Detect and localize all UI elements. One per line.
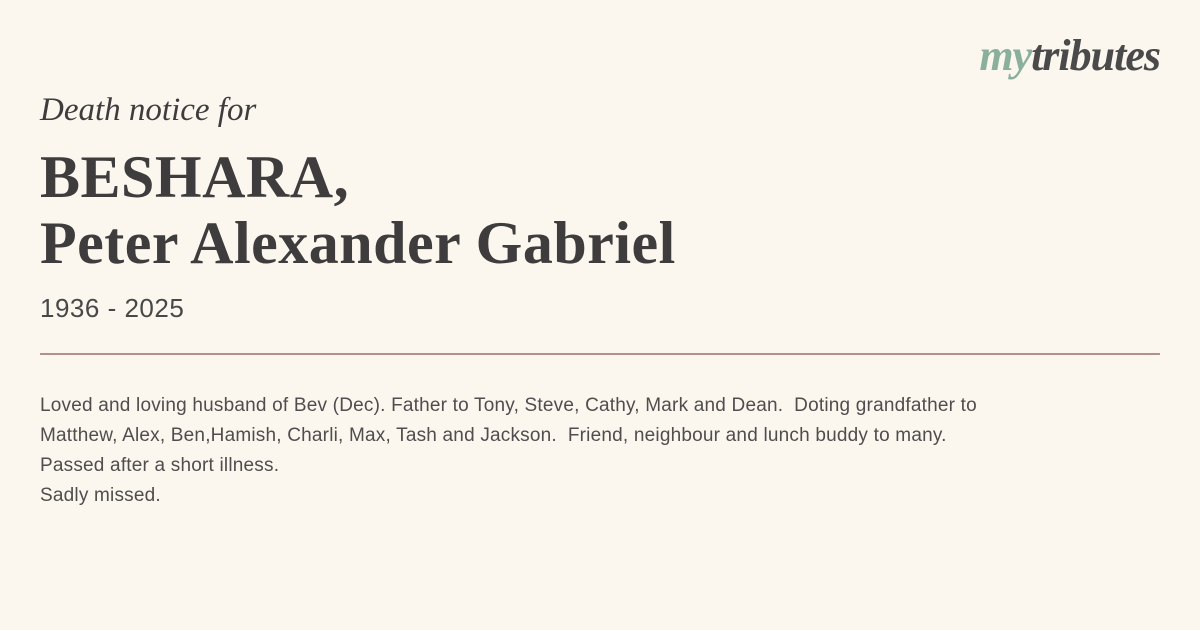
- logo-suffix: tributes: [1031, 31, 1160, 80]
- notice-body-line: Matthew, Alex, Ben,Hamish, Charli, Max, Tash and Jackson. Friend, neighbour and lunch buddy to many.: [40, 424, 947, 446]
- kicker-death-notice-for: Death notice for: [40, 92, 257, 128]
- logo-prefix: my: [979, 31, 1032, 80]
- divider-rule: [40, 353, 1160, 355]
- notice-body-line: Passed after a short illness.: [40, 454, 280, 476]
- deceased-given-names: Peter Alexander Gabriel: [40, 210, 676, 277]
- life-years: 1936 - 2025: [40, 293, 185, 324]
- notice-body-line: Sadly missed.: [40, 484, 161, 506]
- deceased-surname: BESHARA,: [40, 144, 350, 211]
- notice-body-line: Loved and loving husband of Bev (Dec). Father to Tony, Steve, Cathy, Mark and Dean. Doting grandfather to: [40, 394, 977, 416]
- mytributes-logo: [40, 0, 1160, 78]
- notice-body: [40, 391, 1160, 511]
- deceased-name: [40, 144, 1160, 276]
